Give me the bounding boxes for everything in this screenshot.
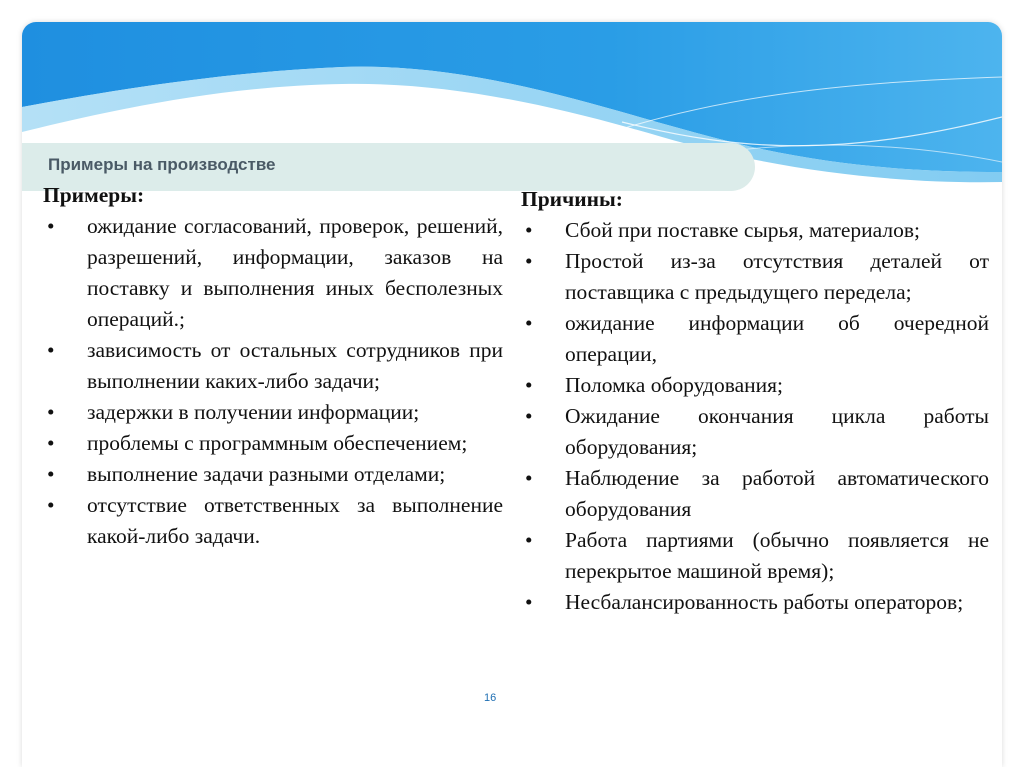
bullet-icon: • [525, 249, 533, 273]
page-number: 16 [484, 692, 497, 704]
page-title: Примеры на производстве [48, 155, 276, 174]
bullet-icon: • [47, 431, 55, 455]
bullet-icon: • [47, 338, 55, 362]
bullet-icon: • [525, 404, 533, 428]
list-item: • задержки в получении информации; [47, 397, 503, 428]
bullet-icon: • [47, 493, 55, 517]
list-item: • Несбалансированность работы операторов; [525, 587, 989, 618]
bullet-icon: • [47, 214, 55, 238]
bullet-icon: • [525, 311, 533, 335]
list-item: • ожидание согласований, проверок, решений, разрешений, информации, заказов на поставку и выполнения иных бесполезных операций.; [47, 211, 503, 335]
list-item: • отсутствие ответственных за выполнение какой-либо задачи. [47, 490, 503, 552]
causes-heading: Причины: [521, 187, 623, 211]
bullet-icon: • [47, 400, 55, 424]
list-item: • Работа партиями (обычно появляется не перекрытое машиной время); [525, 525, 989, 587]
list-item: • Поломка оборудования; [525, 370, 989, 401]
bullet-icon: • [525, 373, 533, 397]
bullet-icon: • [525, 218, 533, 242]
list-item: • выполнение задачи разными отделами; [47, 459, 503, 490]
list-item: • ожидание информации об очередной операции, [525, 308, 989, 370]
bullet-icon: • [525, 590, 533, 614]
list-item: • Простой из-за отсутствия деталей от поставщика с предыдущего передела; [525, 246, 989, 308]
list-item: • зависимость от остальных сотрудников при выполнении каких-либо задачи; [47, 335, 503, 397]
list-item: • проблемы с программным обеспечением; [47, 428, 503, 459]
bullet-icon: • [525, 528, 533, 552]
list-item: • Сбой при поставке сырья, материалов; [525, 215, 989, 246]
list-item: • Ожидание окончания цикла работы оборудования; [525, 401, 989, 463]
causes-column [521, 184, 989, 618]
examples-column [43, 180, 503, 552]
bullet-icon: • [47, 462, 55, 486]
examples-heading: Примеры: [43, 183, 145, 207]
bullet-icon: • [525, 466, 533, 490]
list-item: • Наблюдение за работой автоматического оборудования [525, 463, 989, 525]
